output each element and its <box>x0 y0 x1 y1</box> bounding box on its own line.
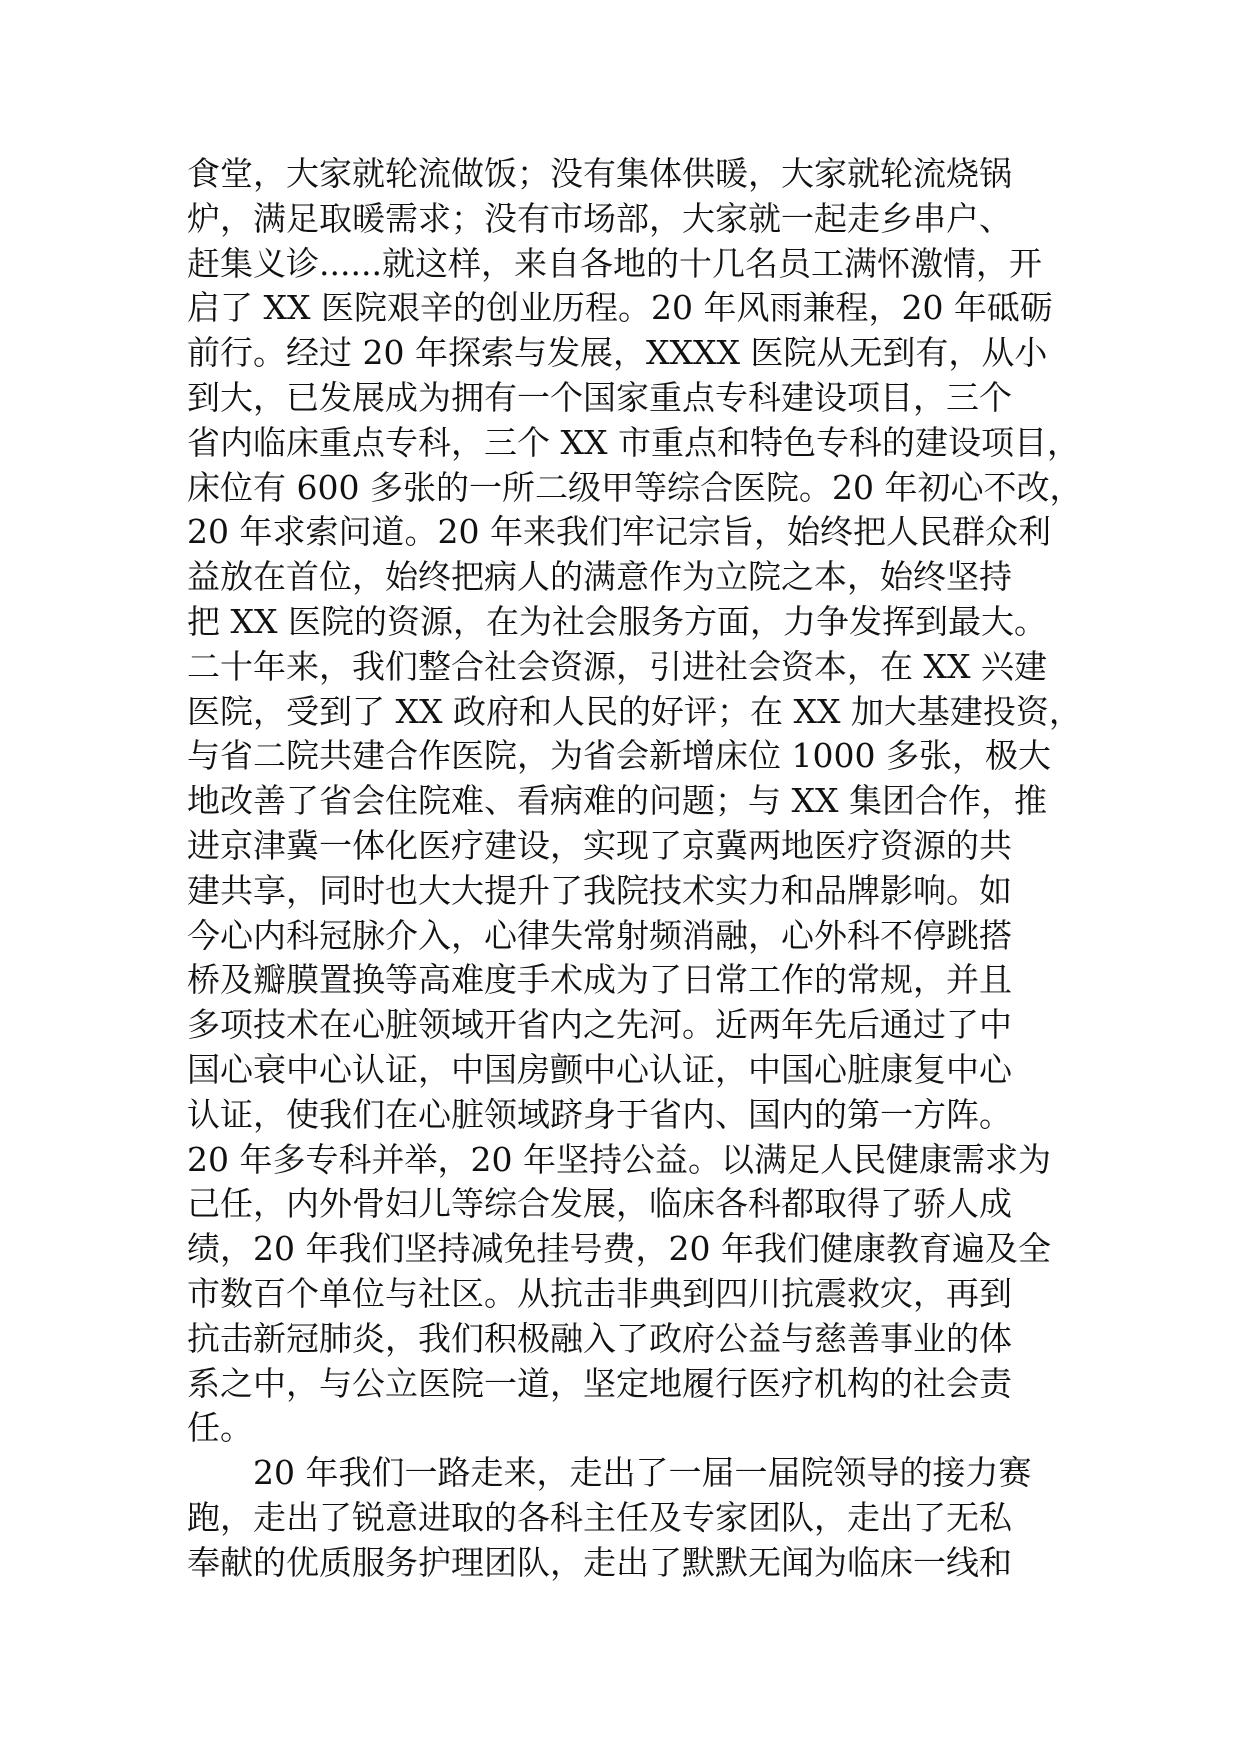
text-line: 把 XX 医院的资源，在为社会服务方面，力争发挥到最大。 <box>187 601 1047 641</box>
text-line: 床位有 600 多张的一所二级甲等综合医院。20 年初心不改， <box>187 467 1083 507</box>
text-line: 地改善了省会住院难、看病难的问题；与 XX 集团合作，推 <box>187 781 1047 821</box>
text-line: 二十年来，我们整合社会资源，引进社会资本，在 XX 兴建 <box>187 646 1047 686</box>
text-line: 绩，20 年我们坚持减免挂号费，20 年我们健康教育遍及全 <box>187 1229 1051 1269</box>
text-line: 抗击新冠肺炎，我们积极融入了政府公益与慈善事业的体 <box>187 1318 1012 1358</box>
text-line: 省内临床重点专科，三个 XX 市重点和特色专科的建设项目， <box>187 422 1080 462</box>
text-line: 20 年求索问道。20 年来我们牢记宗旨，始终把人民群众利 <box>187 512 1051 552</box>
text-line: 与省二院共建合作医院，为省会新增床位 1000 多张，极大 <box>187 736 1051 776</box>
text-line: 桥及瓣膜置换等高难度手术成为了日常工作的常规，并且 <box>187 960 1012 1000</box>
text-line: 国心衰中心认证，中国房颤中心认证，中国心脏康复中心 <box>187 1049 1012 1089</box>
text-line: 建共享，同时也大大提升了我院技术实力和品牌影响。如 <box>187 870 1012 910</box>
text-line: 启了 XX 医院艰辛的创业历程。20 年风雨兼程，20 年砥砺 <box>187 288 1053 328</box>
body-text <box>187 152 1083 1586</box>
text-line: 20 年多专科并举，20 年坚持公益。以满足人民健康需求为 <box>187 1139 1051 1179</box>
text-line: 任。 <box>187 1408 253 1448</box>
text-line: 赶集义诊......就这样，来自各地的十几名员工满怀激情，开 <box>187 243 1042 283</box>
text-line: 益放在首位，始终把病人的满意作为立院之本，始终坚持 <box>187 557 1012 597</box>
text-line: 到大，已发展成为拥有一个国家重点专科建设项目，三个 <box>187 377 1012 417</box>
text-line: 前行。经过 20 年探索与发展，XXXX 医院从无到有，从小 <box>187 333 1048 373</box>
text-line: 市数百个单位与社区。从抗击非典到四川抗震救灾，再到 <box>187 1273 1012 1313</box>
text-line: 跑，走出了锐意进取的各科主任及专家团队，走出了无私 <box>187 1497 1012 1537</box>
text-line: 今心内科冠脉介入，心律失常射频消融，心外科不停跳搭 <box>187 915 1012 955</box>
text-line: 奉献的优质服务护理团队，走出了默默无闻为临床一线和 <box>187 1542 1012 1582</box>
text-line: 己任，内外骨妇儿等综合发展，临床各科都取得了骄人成 <box>187 1184 1012 1224</box>
text-line: 系之中，与公立医院一道，坚定地履行医疗机构的社会责 <box>187 1363 1012 1403</box>
text-line: 认证，使我们在心脏领域跻身于省内、国内的第一方阵。 <box>187 1094 1012 1134</box>
text-line: 多项技术在心脏领域开省内之先河。近两年先后通过了中 <box>187 1005 1012 1045</box>
text-line: 医院，受到了 XX 政府和人民的好评；在 XX 加大基建投资， <box>187 691 1082 731</box>
text-line: 进京津冀一体化医疗建设，实现了京冀两地医疗资源的共 <box>187 825 1012 865</box>
text-line: 食堂，大家就轮流做饭；没有集体供暖，大家就轮流烧锅 <box>187 154 1012 193</box>
text-line: 炉，满足取暖需求；没有市场部，大家就一起走乡串户、 <box>187 198 1012 238</box>
paragraph-first-line: 20 年我们一路走来，走出了一届一届院领导的接力赛 <box>253 1453 1032 1493</box>
